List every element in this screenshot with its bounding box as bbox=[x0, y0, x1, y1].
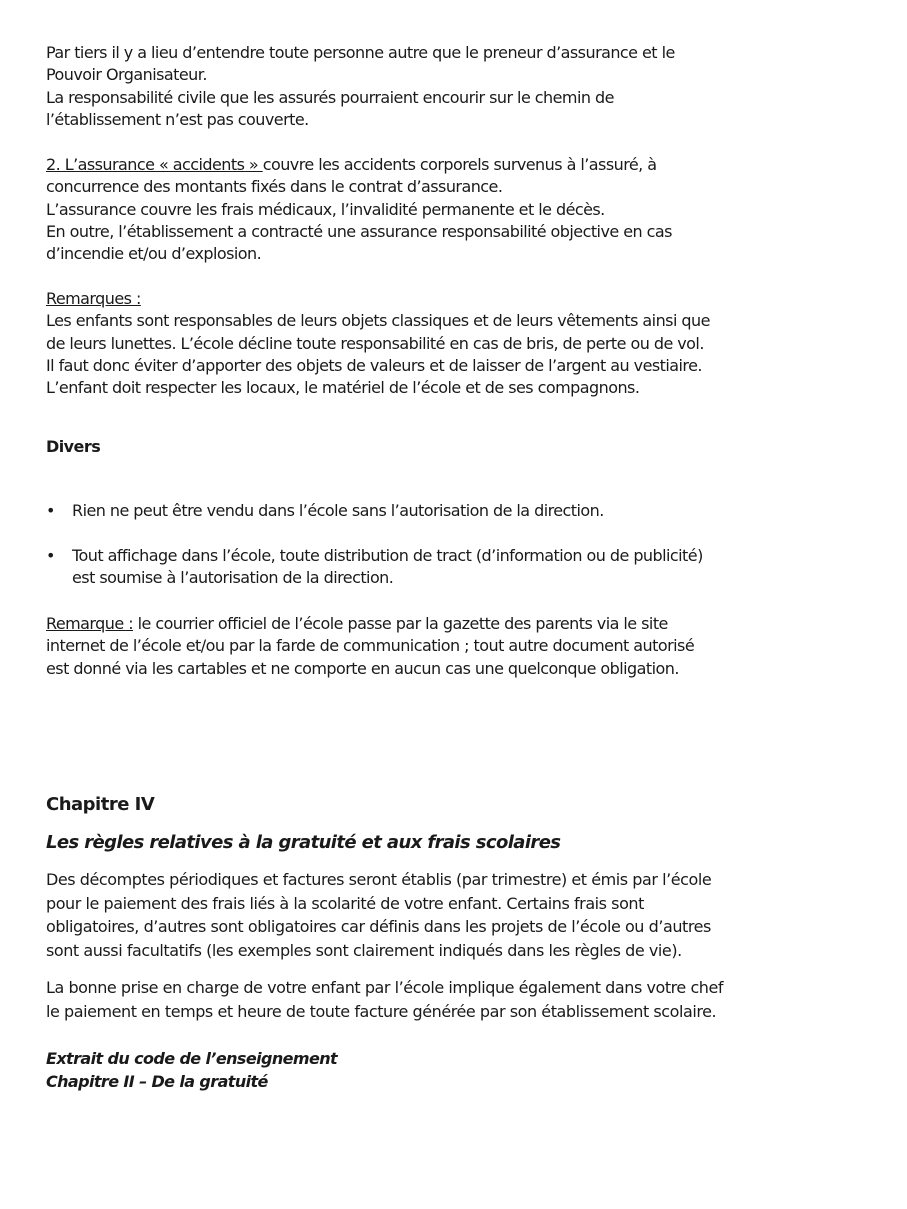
text-line: En outre, l’établissement a contracté une assurance responsabilité objective en cas bbox=[46, 221, 672, 241]
text-line: d’incendie et/ou d’explosion. bbox=[46, 244, 262, 264]
extract-heading bbox=[46, 1047, 337, 1093]
text-line: est soumise à l’autorisation de la direction. bbox=[72, 568, 394, 588]
paragraph-decomptes bbox=[46, 868, 711, 962]
paragraph-tiers bbox=[46, 42, 675, 131]
text-line bbox=[46, 613, 694, 635]
remarques-heading: Remarques : bbox=[46, 289, 141, 308]
text-line: sont aussi facultatifs (les exemples sont clairement indiqués dans les règles de vie). bbox=[46, 940, 682, 960]
text-line: L’enfant doit respecter les locaux, le matériel de l’école et de ses compagnons. bbox=[46, 378, 640, 398]
bullet-item bbox=[72, 500, 604, 522]
text-line: Rien ne peut être vendu dans l’école sans l’autorisation de la direction. bbox=[72, 501, 604, 520]
text-line: Il faut donc éviter d’apporter des objets de valeurs et de laisser de l’argent au vestiaire. bbox=[46, 355, 702, 375]
text-line: Tout affichage dans l’école, toute distribution de tract (d’information ou de publicité) bbox=[72, 546, 703, 565]
text-segment: couvre les accidents corporels survenus à l’assuré, à bbox=[262, 155, 657, 174]
text-line: Par tiers il y a lieu d’entendre toute personne autre que le preneur d’assurance et le bbox=[46, 43, 675, 62]
text-segment: le courrier officiel de l’école passe par la gazette des parents via le site bbox=[133, 614, 668, 633]
text-line: L’assurance couvre les frais médicaux, l’invalidité permanente et le décès. bbox=[46, 199, 605, 219]
text-line: le paiement en temps et heure de toute facture générée par son établissement scolaire. bbox=[46, 1001, 717, 1021]
text-line: concurrence des montants fixés dans le contrat d’assurance. bbox=[46, 177, 503, 197]
paragraph-assurance-accidents bbox=[46, 154, 672, 265]
text-line: pour le paiement des frais liés à la scolarité de votre enfant. Certains frais sont bbox=[46, 893, 644, 913]
text-line: de leurs lunettes. L’école décline toute responsabilité en cas de bris, de perte ou de vol. bbox=[46, 333, 704, 353]
text-line bbox=[46, 154, 672, 176]
paragraph-prise-en-charge bbox=[46, 976, 723, 1023]
extract-title: Extrait du code de l’enseignement bbox=[46, 1049, 338, 1068]
extract-subtitle: Chapitre II – De la gratuité bbox=[46, 1072, 268, 1091]
chapter-number: Chapitre IV bbox=[46, 794, 155, 815]
bullet-icon: • bbox=[46, 546, 56, 565]
text-line: internet de l’école et/ou par la farde de communication ; tout autre document autorisé bbox=[46, 636, 695, 656]
text-line: Des décomptes périodiques et factures seront établis (par trimestre) et émis par l’école bbox=[46, 870, 712, 889]
paragraph-remarque-courrier bbox=[46, 613, 694, 680]
text-line: l’établissement n’est pas couverte. bbox=[46, 109, 309, 129]
text-line: obligatoires, d’autres sont obligatoires car définis dans les projets de l’école ou d’autres bbox=[46, 917, 711, 937]
assurance-accidents-heading: 2. L’assurance « accidents » bbox=[46, 155, 263, 174]
text-line: Pouvoir Organisateur. bbox=[46, 65, 207, 85]
paragraph-remarques bbox=[46, 288, 710, 399]
remarque-label: Remarque : bbox=[46, 614, 134, 633]
text-line: La responsabilité civile que les assurés pourraient encourir sur le chemin de bbox=[46, 87, 614, 107]
bullet-item bbox=[72, 545, 703, 590]
bullet-icon: • bbox=[46, 501, 56, 520]
divers-heading: Divers bbox=[46, 437, 101, 456]
text-line: La bonne prise en charge de votre enfant par l’école implique également dans votre chef bbox=[46, 978, 724, 997]
text-line: est donné via les cartables et ne comporte en aucun cas une quelconque obligation. bbox=[46, 658, 679, 678]
chapter-title: Les règles relatives à la gratuité et aux frais scolaires bbox=[46, 832, 561, 853]
text-line: Les enfants sont responsables de leurs objets classiques et de leurs vêtements ainsi que bbox=[46, 311, 710, 331]
